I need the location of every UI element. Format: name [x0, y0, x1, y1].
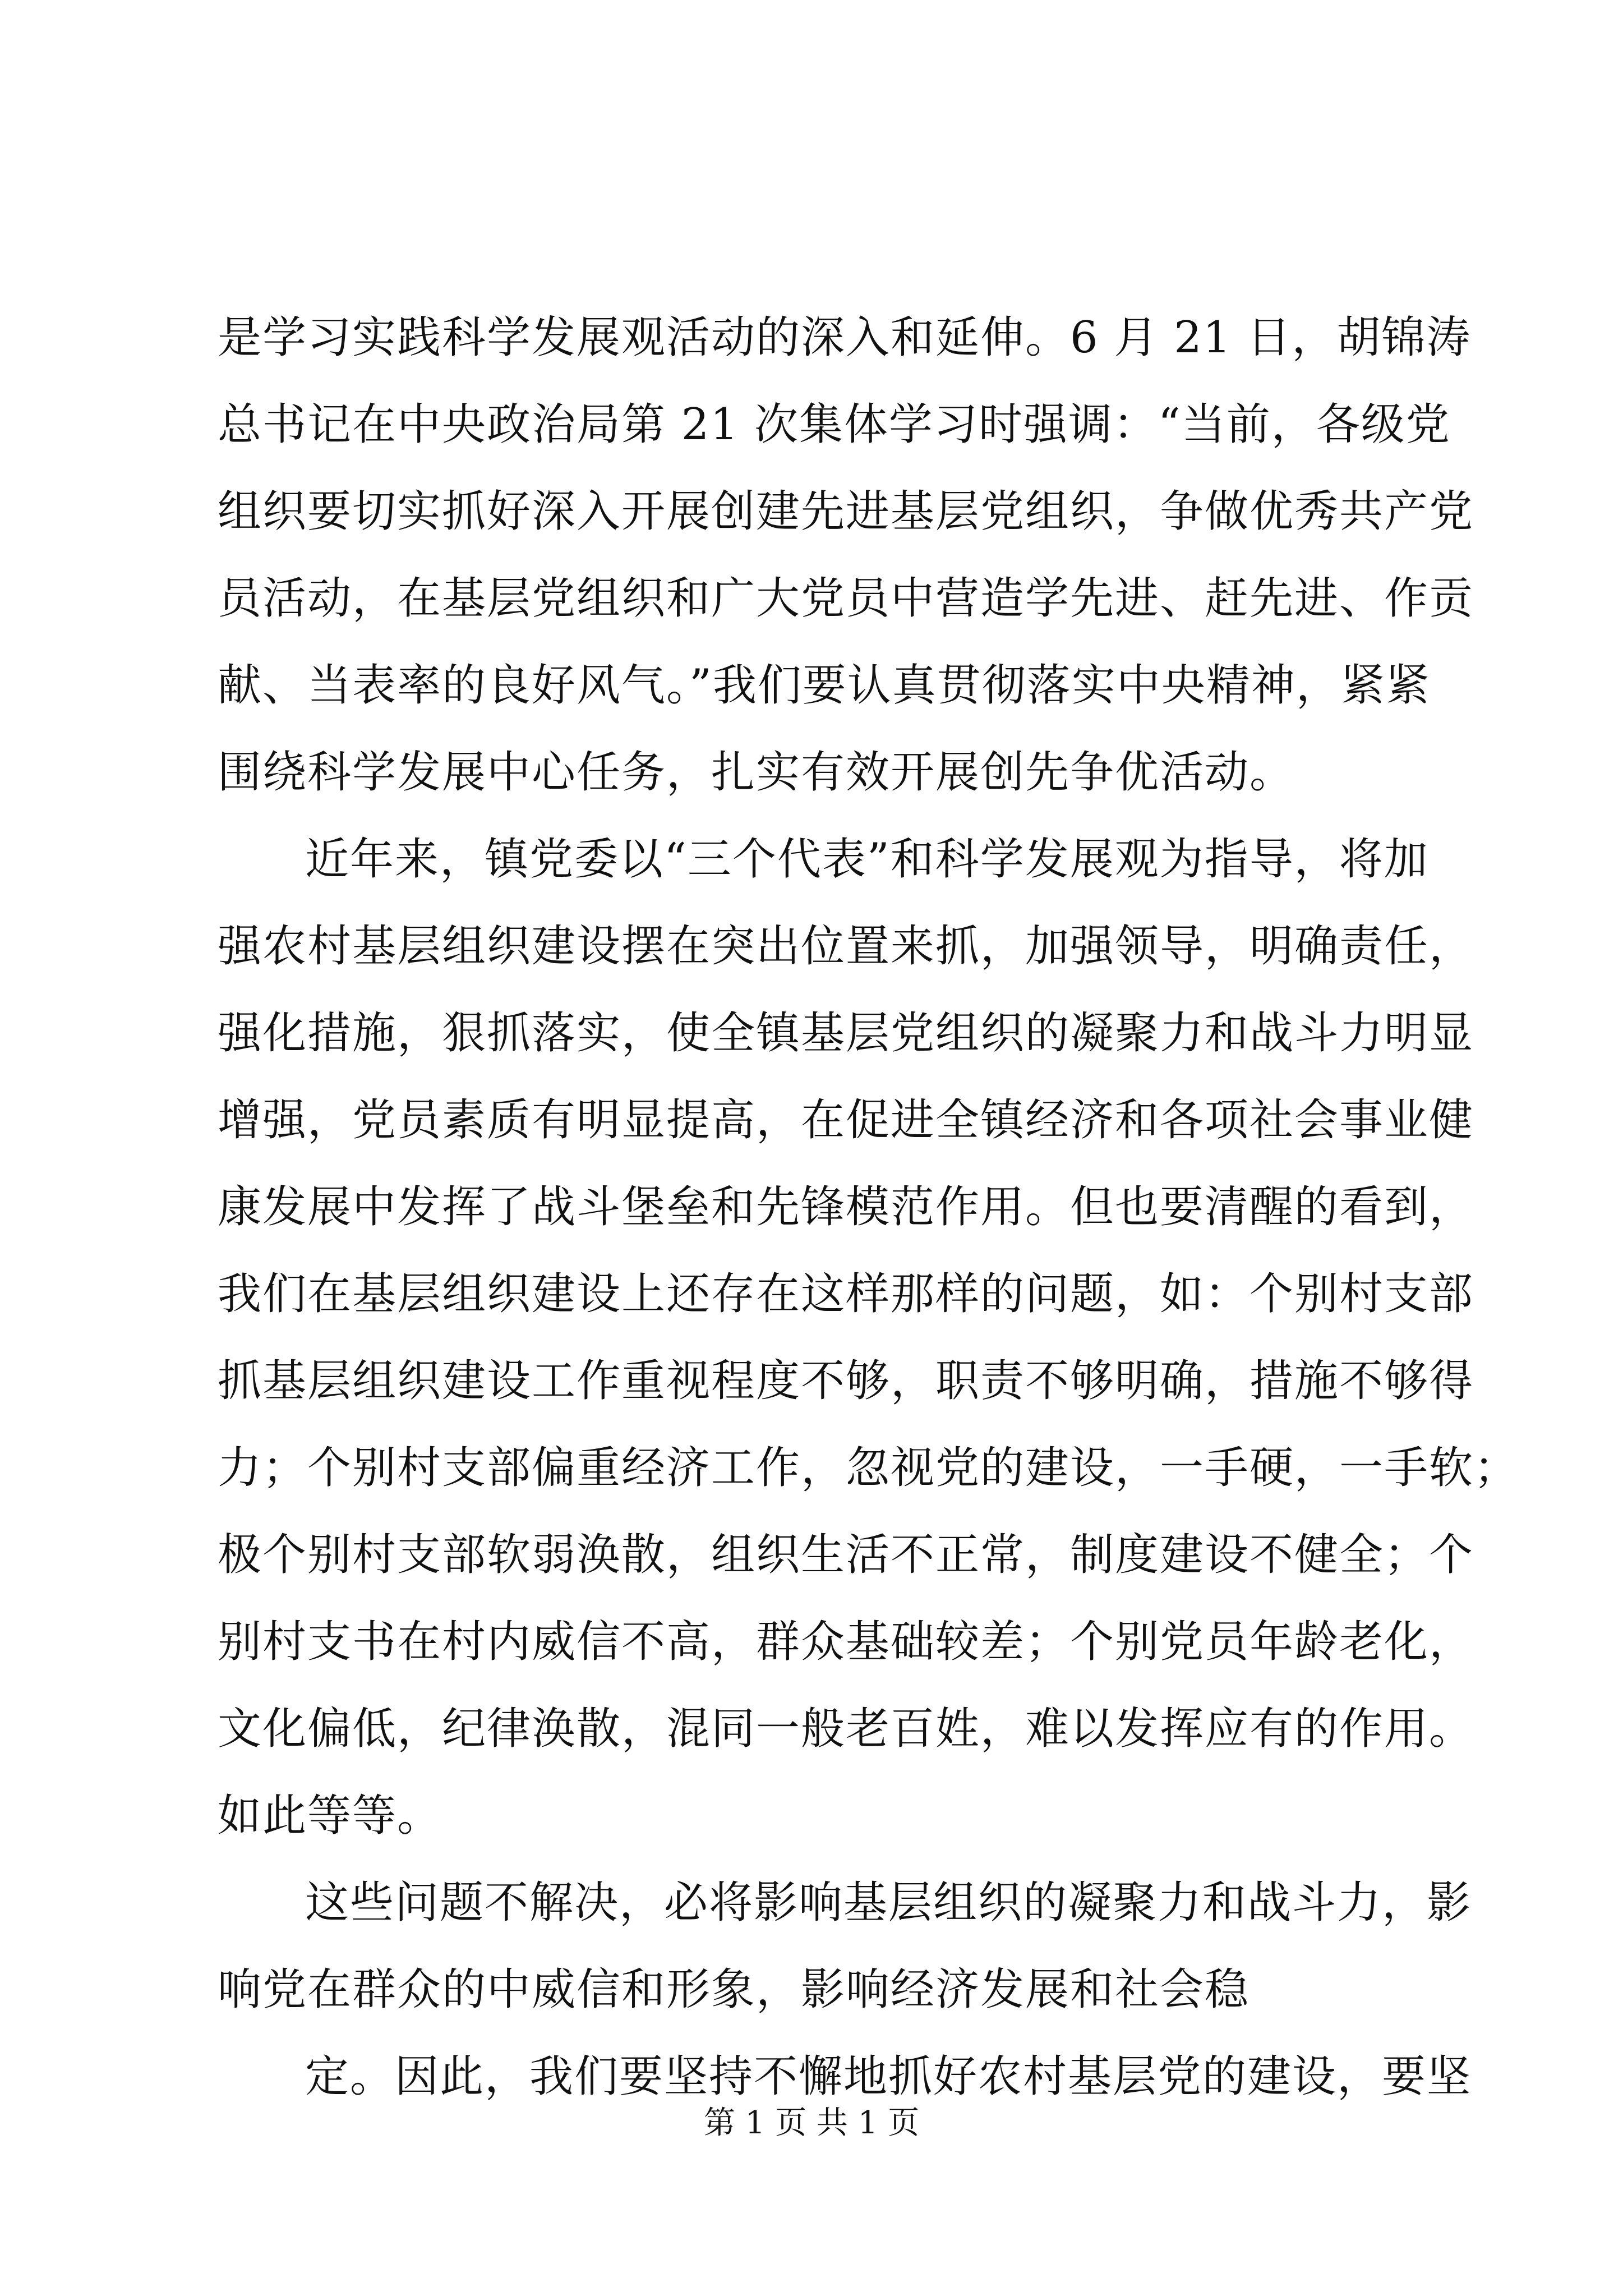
text-line: 极个别村支部软弱涣散，组织生活不正常，制度建设不健全；个	[218, 1530, 1474, 1580]
text-line: 如此等等。	[218, 1791, 442, 1841]
text-line: 增强，党员素质有明显提高，在促进全镇经济和各项社会事业健	[218, 1095, 1474, 1145]
text-line: 员活动，在基层党组织和广大党员中营造学先进、赶先进、作贡	[218, 573, 1474, 624]
text-line: 响党在群众的中威信和形象，影响经济发展和社会稳	[218, 1964, 1250, 2015]
text-line: 康发展中发挥了战斗堡垒和先锋模范作用。但也要清醒的看到，	[218, 1182, 1474, 1232]
text-line: 别村支书在村内威信不高，群众基础较差；个别党员年龄老化，	[218, 1617, 1474, 1667]
text-line: 强农村基层组织建设摆在突出位置来抓，加强领导，明确责任，	[218, 921, 1474, 972]
text-line: 组织要切实抓好深入开展创建先进基层党组织，争做优秀共产党	[218, 486, 1474, 537]
text-line: 献、当表率的良好风气。”我们要认真贯彻落实中央精神，紧紧	[218, 660, 1431, 711]
text-line: 力；个别村支部偏重经济工作，忽视党的建设，一手硬，一手软；	[218, 1443, 1519, 1493]
text-line: 总书记在中央政治局第 21 次集体学习时强调：“当前，各级党	[218, 399, 1451, 450]
text-line: 抓基层组织建设工作重视程度不够，职责不够明确，措施不够得	[218, 1356, 1474, 1406]
paragraph-start-line: 近年来，镇党委以“三个代表”和科学发展观为指导，将加	[305, 834, 1429, 885]
text-line: 围绕科学发展中心任务，扎实有效开展创先争优活动。	[218, 747, 1295, 798]
paragraph-start-line: 定。因此，我们要坚持不懈地抓好农村基层党的建设，要坚	[305, 2051, 1472, 2102]
paragraph-start-line: 这些问题不解决，必将影响基层组织的凝聚力和战斗力，影	[305, 1878, 1472, 1928]
text-line: 强化措施，狠抓落实，使全镇基层党组织的凝聚力和战斗力明显	[218, 1008, 1474, 1059]
text-line: 是学习实践科学发展观活动的深入和延伸。6 月 21 日，胡锦涛	[218, 312, 1472, 363]
text-line: 我们在基层组织建设上还存在这样那样的问题，如：个别村支部	[218, 1269, 1474, 1319]
text-line: 文化偏低，纪律涣散，混同一般老百姓，难以发挥应有的作用。	[218, 1704, 1474, 1754]
page-footer: 第 1 页 共 1 页	[703, 2105, 920, 2141]
document-body	[218, 295, 1519, 2120]
